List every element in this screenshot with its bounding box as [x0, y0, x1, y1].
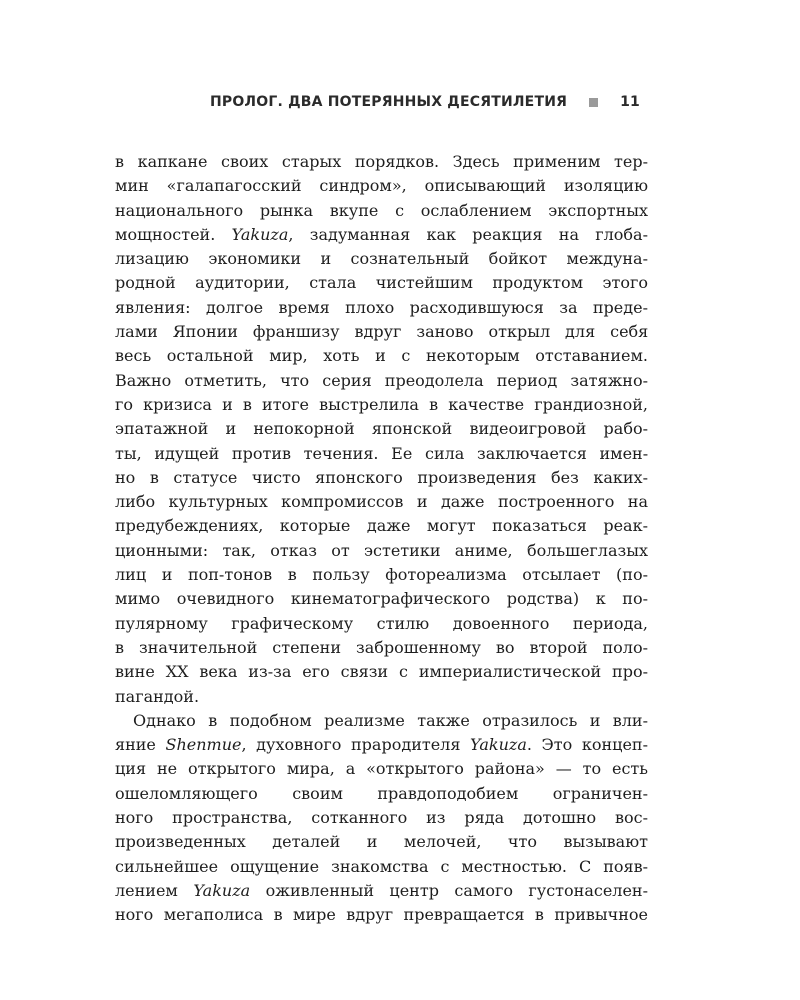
text-segment: ция не открытого мира, а «открытого района» — то есть — [115, 759, 648, 779]
text-line — [115, 271, 648, 295]
text-line — [115, 903, 648, 927]
text-line — [115, 757, 648, 781]
text-segment: . Это концеп- — [526, 735, 648, 755]
text-line — [115, 685, 648, 709]
text-segment: го кризиса и в итоге выстрелила в качестве грандиозной, — [115, 394, 648, 414]
text-segment: ционными: так, отказ от эстетики аниме, большеглазых — [115, 540, 648, 560]
text-line — [115, 830, 648, 854]
text-line — [115, 612, 648, 636]
text-line — [115, 733, 648, 757]
text-line — [115, 296, 648, 320]
text-line — [115, 855, 648, 879]
body-text — [115, 150, 648, 928]
text-line — [115, 636, 648, 660]
text-segment: произведенных деталей и мелочей, что вызывают — [115, 832, 648, 852]
text-segment: родной аудитории, стала чистейшим продуктом этого — [115, 273, 648, 293]
text-segment: весь остальной мир, хоть и с некоторым отставанием. — [115, 346, 648, 366]
text-segment: сильнейшее ощущение знакомства с местностью. С появ- — [115, 856, 648, 876]
text-line — [115, 660, 648, 684]
text-line — [115, 466, 648, 490]
text-segment: ного мегаполиса в мире вдруг превращается в привычное — [115, 905, 648, 925]
text-line — [115, 782, 648, 806]
text-segment: лением — [115, 880, 194, 900]
text-line — [115, 514, 648, 538]
text-segment: оживленный центр самого густонаселен- — [250, 880, 648, 900]
text-line — [115, 369, 648, 393]
running-header — [205, 91, 640, 113]
text-line — [115, 223, 648, 247]
text-segment: Важно отметить, что серия преодолела период затяжно- — [115, 370, 648, 390]
text-line — [115, 587, 648, 611]
text-segment: ного пространства, сотканного из ряда дотошно вос- — [115, 808, 648, 828]
text-line — [115, 199, 648, 223]
text-segment: лизацию экономики и сознательный бойкот междуна- — [115, 249, 648, 269]
text-line — [115, 417, 648, 441]
header-separator-square — [589, 98, 598, 107]
text-segment: Однако в подобном реализме также отразилось и вли- — [133, 710, 648, 730]
text-line — [115, 806, 648, 830]
text-segment: , задуманная как реакция на глоба- — [288, 224, 648, 244]
text-segment: в значительной степени заброшенному во второй поло- — [115, 637, 648, 657]
text-segment: лами Японии франшизу вдруг заново открыл для себя — [115, 322, 649, 342]
text-line — [115, 709, 648, 733]
text-line — [115, 563, 648, 587]
text-segment: эпатажной и непокорной японской видеоигровой рабо- — [115, 419, 648, 439]
text-segment: либо культурных компромиссов и даже построенного на — [115, 492, 648, 512]
text-segment: пагандой. — [115, 686, 200, 706]
text-line — [115, 490, 648, 514]
text-segment: явления: долгое время плохо расходившуюся за преде- — [115, 297, 648, 317]
text-segment: вине XX века из-за его связи с империалистической про- — [115, 662, 648, 682]
italic-title: Shenmue — [165, 735, 242, 755]
text-line — [115, 879, 648, 903]
text-line — [115, 320, 648, 344]
text-segment: но в статусе чисто японского произведения без каких- — [115, 467, 648, 487]
text-line — [115, 150, 648, 174]
text-segment: мощностей. — [115, 224, 232, 244]
text-line — [115, 247, 648, 271]
text-segment: предубеждениях, которые даже могут показаться реак- — [115, 516, 648, 536]
italic-title: Yakuza — [231, 224, 289, 244]
text-line — [115, 393, 648, 417]
text-segment: мин «галапагосский синдром», описывающий изоляцию — [115, 176, 648, 196]
text-segment: пулярному графическому стилю довоенного периода, — [115, 613, 648, 633]
text-line — [115, 539, 648, 563]
italic-title: Yakuza — [470, 735, 527, 755]
text-segment: ошеломляющего своим правдоподобием ограничен- — [115, 783, 648, 803]
section-title: ПРОЛОГ. ДВА ПОТЕРЯННЫХ ДЕСЯТИЛЕТИЯ — [209, 94, 568, 110]
text-segment: лиц и поп-тонов в пользу фотореализма отсылает (по- — [115, 565, 648, 585]
text-segment: национального рынка вкупе с ослаблением экспортных — [115, 200, 648, 220]
italic-title: Yakuza — [193, 880, 251, 900]
text-segment: , духовного прародителя — [241, 735, 471, 755]
text-segment: мимо очевидного кинематографического родства) к по- — [115, 589, 648, 609]
text-line — [115, 442, 648, 466]
text-segment: в капкане своих старых порядков. Здесь применим тер- — [115, 152, 648, 171]
text-segment: ты, идущей против течения. Ее сила заключается имен- — [115, 443, 649, 463]
text-segment: яние — [115, 735, 166, 755]
text-line — [115, 174, 648, 198]
text-line — [115, 344, 648, 368]
page-number: 11 — [620, 94, 640, 110]
